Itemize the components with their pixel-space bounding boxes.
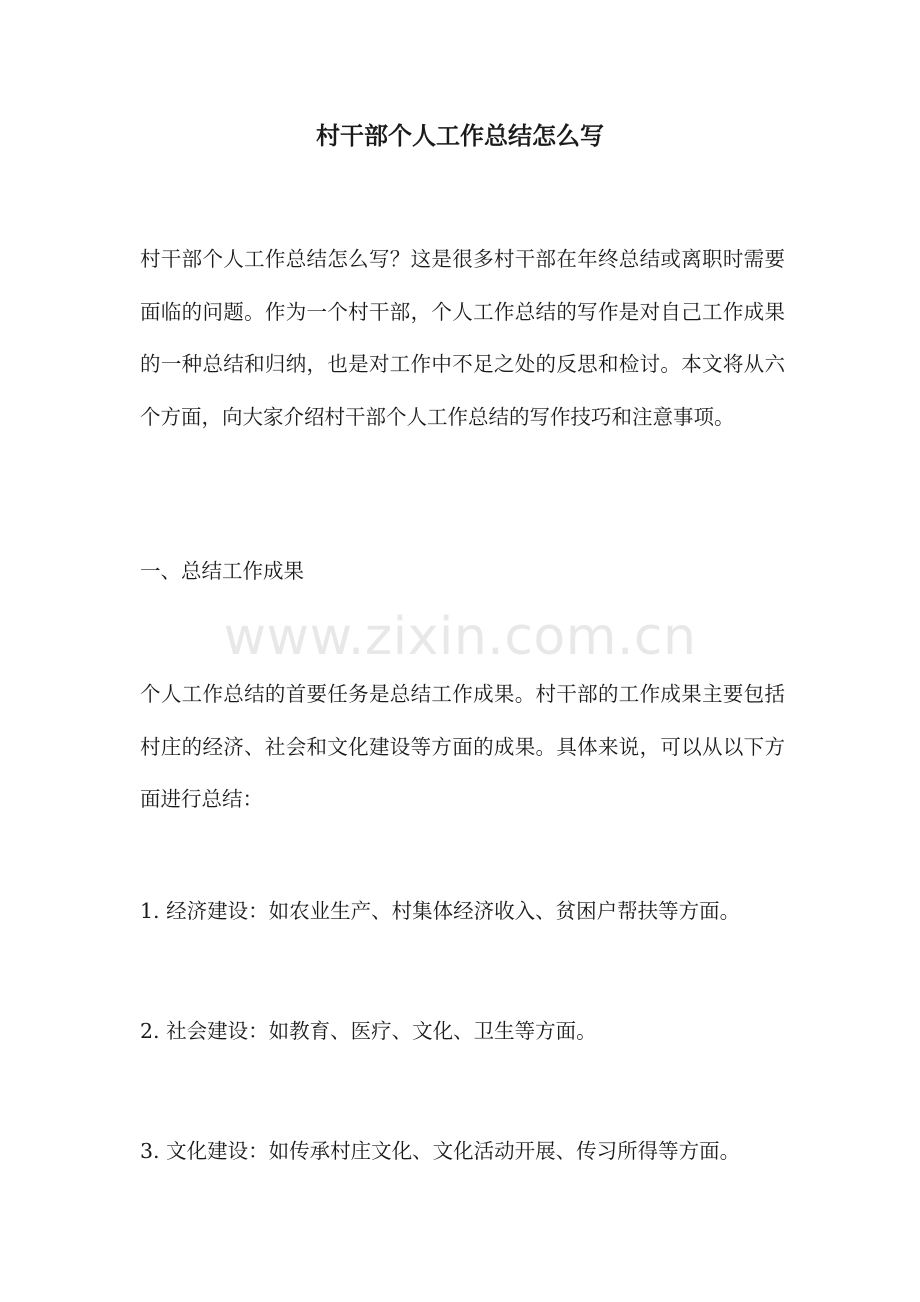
section-heading: 一、总结工作成果	[140, 559, 304, 583]
section-body-paragraph: 个人工作总结的首要任务是总结工作成果。村干部的工作成果主要包括村庄的经济、社会和文化建设等方面的成果。具体来说，可以从以下方面进行总结：	[140, 682, 785, 811]
document-title: 村干部个人工作总结怎么写	[316, 121, 604, 150]
list-item: 2. 社会建设：如教育、医疗、文化、卫生等方面。	[140, 1019, 597, 1043]
list-item: 1. 经济建设：如农业生产、村集体经济收入、贫困户帮扶等方面。	[140, 899, 741, 923]
watermark-text: www.zixin.com.cn	[223, 607, 697, 667]
intro-paragraph: 村干部个人工作总结怎么写？这是很多村干部在年终总结或离职时需要面临的问题。作为一个村干部，个人工作总结的写作是对自己工作成果的一种总结和归纳，也是对工作中不足之处的反思和检讨。本文将从六个方面，向大家介绍村干部个人工作总结的写作技巧和注意事项。	[140, 247, 785, 429]
list-item: 3. 文化建设：如传承村庄文化、文化活动开展、传习所得等方面。	[140, 1139, 741, 1163]
